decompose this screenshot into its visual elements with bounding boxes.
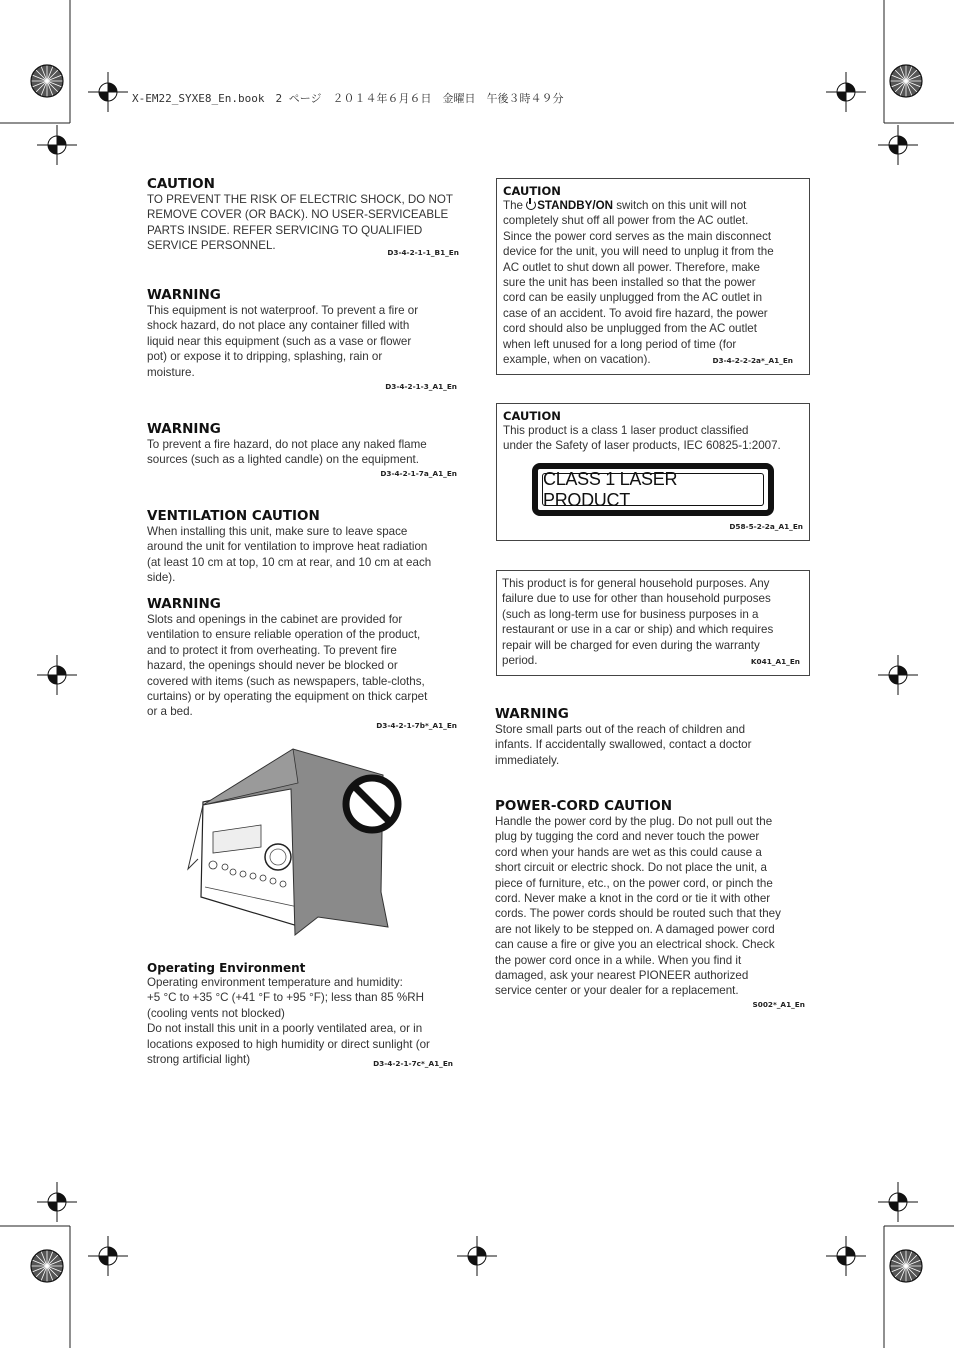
household-notice-box: [496, 570, 810, 676]
covered-unit-illustration: [183, 747, 405, 937]
reference-code: D3-4-2-1-3_A1_En: [385, 382, 457, 392]
registration-target-icon: [878, 655, 918, 695]
reference-code: D3-4-2-2-2a*_A1_En: [712, 356, 793, 365]
registration-target-icon: [457, 1236, 497, 1276]
laser-caution-box: [496, 403, 810, 541]
box-title: CAUTION: [503, 409, 561, 423]
section-title: POWER-CORD CAUTION: [495, 798, 673, 814]
section-text: TO PREVENT THE RISK OF ELECTRIC SHOCK, DO NOT REMOVE COVER (OR BACK). NO USER-SERVICEABLE PARTS INSIDE. REFER SERVICING TO QUALIFIED SERVICE PERSONNEL.: [147, 193, 453, 253]
warning-slots-section: [147, 596, 457, 731]
section-text: Operating environment temperature and humidity: +5 °C to +35 °C (+41 °F to +95 °F); less than 85 %RH (cooling vents not blocked) Do not install this unit in a poorly ventilated area, or in locations exposed to high humidity or direct sunlight (or strong artificial light): [147, 976, 430, 1067]
book-header: X-EM22_SYXE8_En.book 2 ページ ２０１４年６月６日 金曜日 午後３時４９分: [132, 92, 564, 105]
box-text: This product is for general household purposes. Any failure due to use for other than household purposes (such as long-term use for business purposes in a restaurant or use in a car or ship) and which requires repair will be charged for even during the warranty period.: [502, 577, 774, 668]
registration-target-icon: [878, 125, 918, 165]
registration-target-icon: [37, 1182, 77, 1222]
section-title: VENTILATION CAUTION: [147, 508, 320, 524]
warning-small-parts-section: [495, 706, 805, 768]
box-text: The STANDBY/ON switch on this unit will not completely shut off all power from the AC outlet. Since the power cord serves as the main disconnect device for the unit, you will need to unplug it from the AC outlet to shut down all power. Therefore, make sure the unit has been installed so that the power cord can be easily unplugged from the AC outlet in case of an accident. To avoid fire hazard, the power cord should also be unplugged from the AC outlet when left unused for a long period of time (for example, when on vacation).: [503, 199, 774, 367]
section-title: CAUTION: [147, 176, 215, 192]
section-title: WARNING: [147, 421, 221, 437]
standby-caution-box: [496, 178, 810, 375]
section-text: Handle the power cord by the plug. Do not pull out the plug by tugging the cord and never touch the power cord when your hands are wet as this could cause a short circuit or electric shock. Do not place the unit, a piece of furniture, etc., on the power cord, or pinch the cord. Never make a knot in the cord or tie it with other cords. The power cords should be routed such that they are not likely to be stepped on. A damaged power cord can cause a fire or give you an electrical shock. Check the power cord once in a while. When you find it damaged, ask your nearest PIONEER authorized service center or your dealer for a replacement.: [495, 815, 781, 998]
registration-target-icon: [88, 1236, 128, 1276]
starburst-target-icon: [889, 1249, 923, 1283]
box-text: This product is a class 1 laser product classified under the Safety of laser products, IEC 60825-1:2007.: [503, 424, 781, 453]
reference-code: S002*_A1_En: [752, 999, 805, 1009]
registration-target-icon: [37, 655, 77, 695]
section-text: This equipment is not waterproof. To prevent a fire or shock hazard, do not place any container filled with liquid near this equipment (such as a vase or flower pot) or expose it to dripping, splashing, rain or moisture.: [147, 304, 419, 379]
registration-target-icon: [37, 125, 77, 165]
section-title: WARNING: [147, 596, 221, 612]
reference-code: D58-5-2-2a_A1_En: [729, 522, 803, 531]
registration-target-icon: [88, 72, 128, 112]
power-cord-caution-section: [495, 798, 805, 1010]
section-title: Operating Environment: [147, 961, 306, 975]
warning-water-section: [147, 287, 457, 392]
starburst-target-icon: [30, 1249, 64, 1283]
box-title: CAUTION: [503, 184, 561, 198]
starburst-target-icon: [889, 64, 923, 98]
caution-section: [147, 176, 459, 258]
power-icon: [526, 200, 536, 210]
reference-code: K041_A1_En: [750, 657, 800, 666]
section-title: WARNING: [147, 287, 221, 303]
prohibition-icon: [346, 778, 398, 830]
ventilation-section: [147, 508, 459, 586]
operating-environment-section: [147, 961, 459, 1067]
reference-code: D3-4-2-1-7a_A1_En: [380, 468, 457, 478]
laser-label: [532, 463, 774, 516]
reference-code: D3-4-2-1-7c*_A1_En: [373, 1059, 453, 1068]
volume-knob-icon: [265, 844, 291, 870]
section-text: Slots and openings in the cabinet are provided for ventilation to ensure reliable operation of the product, and to protect it from overheating. To prevent fire hazard, the openings should never be blocked or covered with items (such as newspapers, table-cloths, curtains) or by operating the equipment on thick carpet or a bed.: [147, 613, 428, 719]
cloth-fold: [188, 805, 203, 869]
warning-flame-section: [147, 421, 457, 479]
registration-target-icon: [826, 1236, 866, 1276]
section-text: To prevent a fire hazard, do not place any naked flame sources (such as a lighted candle) on the equipment.: [147, 438, 427, 467]
reference-code: D3-4-2-1-1_B1_En: [387, 247, 459, 257]
section-title: WARNING: [495, 706, 569, 722]
section-text: When installing this unit, make sure to leave space around the unit for ventilation to improve heat radiation (at least 10 cm at top, 10 cm at rear, and 10 cm at each side).: [147, 525, 432, 585]
reference-code: D3-4-2-1-7b*_A1_En: [376, 720, 457, 730]
registration-target-icon: [878, 1182, 918, 1222]
section-text: Store small parts out of the reach of children and infants. If accidentally swallowed, contact a doctor immediately.: [495, 723, 752, 767]
laser-label-text: CLASS 1 LASER PRODUCT: [542, 473, 764, 506]
starburst-target-icon: [30, 64, 64, 98]
registration-target-icon: [826, 72, 866, 112]
